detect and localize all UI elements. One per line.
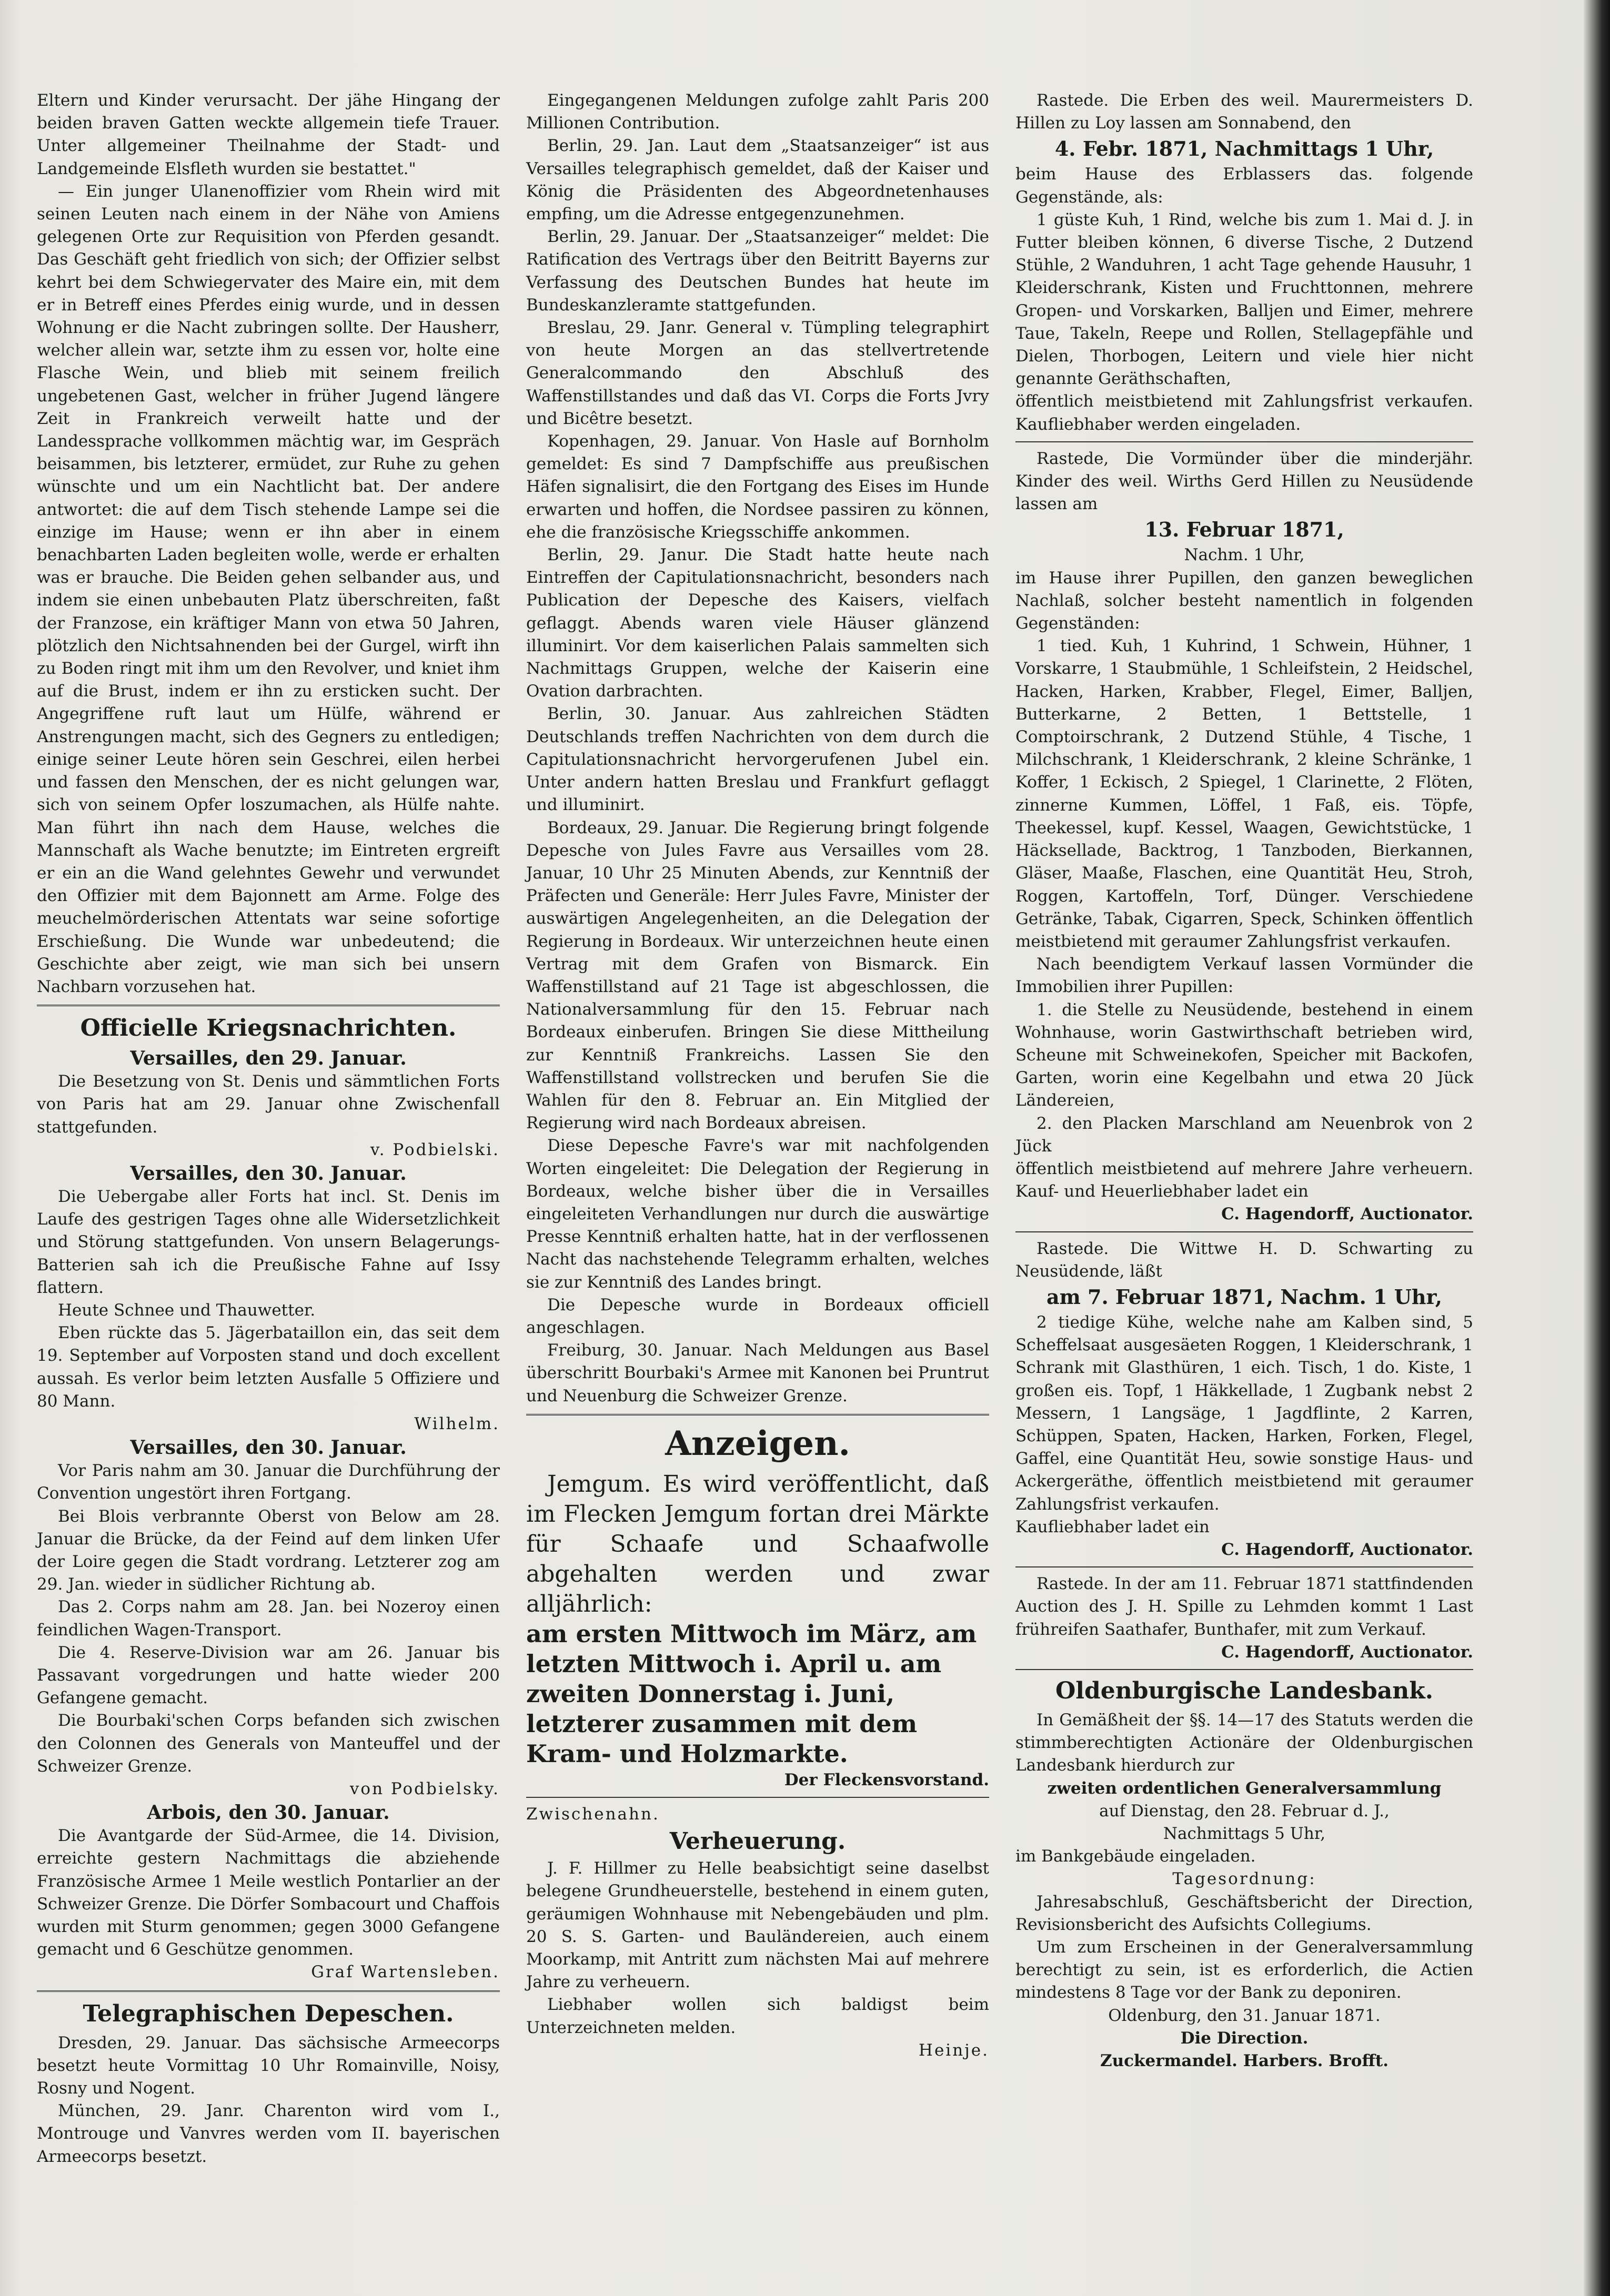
ad-item-list: 1 tied. Kuh, 1 Kuhrind, 1 Schwein, Hühner, 1 Vorskarre, 1 Staubmühle, 1 Schleifstein, 2 Heidschel, Hacken, Harken, Krabber, Flegel, Eimer, Balljen, Butterkarne, 2 Betten, 1 Bettstelle, 1 Comptoirschrank, 2 Dutzend Stühle, 4 Tische, 1 Milchschrank, 1 Kleiderschrank, 2 kleine Schränke, 1 Koffer, 1 Eckisch, 2 Spiegel, 1 Clarinette, 2 Flöten, zinnerne Kummen, Löffel, 1 Faß, eis. Töpfe, Theekessel, kupf. Kessel, Waagen, Gewichtstücke, 1 Häcksellade, Backtrog, 1 Tanzboden, Bierkannen, Gläser, Maaße, Flaschen, eine Quantität Heu, Stroh, Roggen, Kartoffeln, Torf, Dünger. Verschiedene Getränke, Tabak, Cigarren, Speck, Schinken öffentlich meistbietend mit geraumer Zahlungsfrist verkaufen. — [1015, 636, 1473, 951]
telegram-text: Freiburg, 30. Januar. Nach Meldungen aus Basel überschritt Bourbaki's Armee mit Kanonen bei Pruntrut und Neuenburg die Schweizer Grenze. — [526, 1341, 989, 1405]
ad-text: Rastede. Die Wittwe H. D. Schwarting zu Neusüdende, läßt — [1015, 1239, 1473, 1281]
divider — [526, 1797, 989, 1798]
divider — [1015, 1566, 1473, 1567]
ad-text: im Bankgebäude eingeladen. — [1015, 1847, 1256, 1866]
ad-text: im Hause ihrer Pupillen, den ganzen beweglichen Nachlaß, solcher besteht namentlich in folgenden Gegenständen: — [1015, 568, 1473, 633]
ad-text: 2. den Placken Marschland am Neuenbrok von 2 Jück — [1015, 1114, 1473, 1156]
divider — [1015, 1231, 1473, 1232]
ad-text: Nach beendigtem Verkauf lassen Vormünder die Immobilien ihrer Pupillen: — [1015, 955, 1473, 997]
divider — [1015, 441, 1473, 442]
divider — [37, 1990, 500, 1992]
ad-text: Um zum Erscheinen in der Generalversammlung berechtigt zu sein, ist es erforderlich, die Actien mindestens 8 Tage vor der Bank zu deponiren. — [1015, 1938, 1473, 2002]
ad-item-list: 2 tiedige Kühe, welche nahe am Kalben sind, 5 Scheffelsaat ausgesäeten Roggen, 1 Kleiderschrank, 1 Schrank mit Glasthüren, 1 eich. Tisch, 1 do. Kiste, 1 großen eis. Topf, 1 Häkkellade, 1 Zugbank nebst 2 Messern, 1 Langsäge, 1 Jagdflinte, 2 Karren, Schüppen, Spaten, Hacken, Harken, Forken, Flegel, Gaffel, eine Quantität Heu, sowie sonstige Haus- und Ackergeräthe, öffentlich meistbietend mit geraumer Zahlungsfrist verkaufen. — [1015, 1312, 1473, 1514]
ad-text: In Gemäßheit der §§. 14—17 des Statuts werden die stimmberechtigten Actionäre der Oldenburgischen Landesbank hierdurch zur — [1015, 1711, 1473, 1775]
ad-signature: C. Hagendorff, Auctionator. — [1221, 1642, 1473, 1662]
signature: Graf Wartensleben. — [311, 1963, 500, 1982]
section-heading: Telegraphischen Depeschen. — [83, 2000, 454, 2027]
ad-signature: C. Hagendorff, Auctionator. — [1221, 1205, 1473, 1224]
column-right — [1015, 89, 1473, 2072]
ad-signature: Die Direction. — [1180, 2028, 1309, 2048]
ad-date: 13. Februar 1871, — [1144, 518, 1344, 542]
ad-date: 4. Febr. 1871, Nachmittags 1 Uhr, — [1054, 137, 1434, 161]
divider — [37, 1005, 500, 1006]
ad-item-list: 1 güste Kuh, 1 Rind, welche bis zum 1. Mai d. J. in Futter bleiben können, 6 diverse Tische, 2 Dutzend Stühle, 2 Wanduhren, 1 acht Tage gehende Hausuhr, 1 Kleiderschrank, Kisten und Fruchttonnen, mehrere Gropen- und Vorskarken, Balljen und Eimer, mehrere Taue, Takeln, Reepe und Rollen, Stellagepfähle und Dielen, Thorbogen, Leitern und viele hier nicht genannte Geräthschaften, — [1015, 210, 1473, 389]
ad-text: beim Hause des Erblassers das. folgende Gegenstände, als: — [1015, 165, 1473, 207]
divider — [526, 1414, 989, 1415]
telegram-text: Diese Depesche Favre's war mit nachfolgenden Worten eingeleitet: Die Delegation der Regierung in Bordeaux, welche bisher über die in Versailles eingeleiteten Verhandlungen nur durch die auswärtige Presse Kenntniß erhalten hatte, hat in der verflossenen Nacht das nachstehende Telegramm erhalten, welches sie zur Kenntniß des Landes bringt. — [526, 1136, 989, 1292]
article-paragraph: Eltern und Kinder verursacht. Der jähe Hingang der beiden braven Gatten weckte allgemein tiefe Trauer. Unter allgemeiner Theilnahme der Stadt- und Landgemeinde Elsfleth wurden sie bestattet." — [37, 91, 500, 178]
ad-time: Nachmittags 5 Uhr, — [1163, 1824, 1326, 1844]
ad-text: öffentlich meistbietend auf mehrere Jahre verheuern. Kauf- und Heuerliebhaber ladet ein — [1015, 1159, 1473, 1201]
telegram-text: Berlin, 29. Jan. Laut dem „Staatsanzeiger“ ist aus Versailles telegraphisch gemeldet, daß der Kaiser und König die Präsidenten des Abgeordnetenhauses empfing, um die Adresse entgegenzunehmen. — [526, 136, 989, 224]
ad-text: Kaufliebhaber ladet ein — [1015, 1517, 1210, 1536]
telegram-text: Berlin, 30. Januar. Aus zahlreichen Städten Deutschlands treffen Nachrichten von dem durch die Capitulationsnachricht hervorgerufenen Jubel ein. Unter andern hatten Breslau und Frankfurt geflaggt und illuminirt. — [526, 704, 989, 815]
dateline: Versailles, den 30. Januar. — [130, 1162, 407, 1185]
dateline: Arbois, den 30. Januar. — [147, 1802, 390, 1824]
article-paragraph: — Ein junger Ulanenoffizier vom Rhein wird mit seinen Leuten nach einem in der Nähe von Amiens gelegenen Orte zur Requisition von Pferden gesandt. Das Geschäft geht friedlich von sich; der Offizier selbst kehrt bei dem Schwiegervater des Maire ein, mit dem er in Betreff eines Pferdes einig wurde, und in dessen Wohnung er die Nacht zubringen sollte. Der Hausherr, welcher allein war, setzte ihm zu essen vor, holte eine Flasche Wein, und blieb mit seinem freilich ungebetenen Gast, welcher in früher Jugend längere Zeit in Frankreich verweilt hatte und der Landessprache vollkommen mächtig war, im Gespräch beisammen, bis letzterer, ermüdet, zur Ruhe zu gehen wünschte und um ein Nachtlicht bat. Der andere antwortet: die auf dem Tisch stehende Lampe sei die einzige im Hause; wenn er ihn aber in einem benachbarten Laden begleiten wolle, werde er erhalten was er brauche. Die Beiden gehen selbander aus, und indem sie einen unbebauten Platz überschreiten, faßt der Franzose, ein kräftiger Mann von etwa 50 Jahren, plötzlich den Nichtsahnenden bei der Gurgel, wirft ihn zu Boden ringt mit ihm um den Revolver, und kniet ihm auf die Brust, indem er ihn zu ersticken sucht. Der Angegriffene ruft laut um Hülfe, während er Anstrengungen macht, sich des Gegners zu entledigen; einige seiner Leute hören sein Geschrei, eilen herbei und fassen den Menschen, der es nicht gelungen war, sich von seinem Opfer loszumachen, als Hülfe nahte. Man führt ihn nach dem Hause, welches die Mannschaft als Wache benutzte; im Eintreten ergreift er ein an die Wand gelehntes Gewehr und verwundet den Offizier mit dem Bajonnett am Arme. Folge des meuchelmörderischen Attentats war seine sofortige Erschießung. Die Wunde war unbedeutend; die Geschichte aber zeigt, wie man sich bei unsern Nachbarn vorzusehen hat. — [37, 181, 500, 996]
section-heading: Officielle Kriegsnachrichten. — [80, 1015, 457, 1042]
scan-edge-shadow — [1584, 0, 1610, 2296]
ad-heading: Oldenburgische Landesbank. — [1055, 1677, 1434, 1704]
telegram-text: Bordeaux, 29. Januar. Die Regierung bringt folgende Depesche von Jules Favre aus Versailles vom 28. Januar, 10 Uhr 25 Minuten Abends, zur Kenntniß der Präfecten und Generäle: Herr Jules Favre, Minister der auswärtigen Angelegenheiten, an die Delegation der Regierung in Bordeaux. Wir unterzeichnen heute einen Vertrag mit dem Grafen von Bismarck. Ein Waffenstillstand auf 21 Tage ist abgeschlossen, die Nationalversammlung für den 15. Februar nach Bordeaux einberufen. Bringen Sie diese Mittheilung zur Kenntniß Frankreichs. Lassen Sie den Waffenstillstand vollstrecken und berufen Sie die Wahlen für den 8. Februar an. Ein Mitglied der Regierung wird nach Bordeaux abreisen. — [526, 818, 989, 1133]
ad-highlight: zweiten ordentlichen Generalversammlung — [1047, 1778, 1442, 1798]
report-text: Die 4. Reserve-Division war am 26. Januar bis Passavant vorgedrungen und hatte wieder 200 Gefangene gemacht. — [37, 1643, 500, 1708]
ad-highlight: am ersten Mittwoch im März, am letzten Mittwoch i. April u. am zweiten Donnerstag i. Juni, letzterer zusammen mit dem Kram- und Holzmarkte. — [526, 1619, 977, 1768]
column-left — [37, 89, 500, 2168]
dateline: Versailles, den 29. Januar. — [130, 1047, 407, 1070]
telegram-text: München, 29. Janr. Charenton wird vom I., Montrouge und Vanvres werden vom II. bayerischen Armeecorps besetzt. — [37, 2101, 500, 2166]
ad-date: am 7. Februar 1871, Nachm. 1 Uhr, — [1046, 1284, 1443, 1309]
section-heading: Anzeigen. — [665, 1423, 850, 1463]
ad-date: auf Dienstag, den 28. Februar d. J., — [1099, 1801, 1390, 1820]
ad-text: öffentlich meistbietend mit Zahlungsfrist verkaufen. Kaufliebhaber werden eingeladen. — [1015, 392, 1473, 434]
report-text: Bei Blois verbrannte Oberst von Below am 28. Januar die Brücke, da der Feind auf dem linken Ufer der Loire gegen die Stadt vordrang. Letzterer zog am 29. Jan. wieder in südlicher Richtung ab. — [37, 1506, 500, 1594]
telegram-text: Dresden, 29. Januar. Das sächsische Armeecorps besetzt heute Vormittag 10 Uhr Romainville, Noisy, Rosny und Nogent. — [37, 2033, 500, 2098]
ad-signature: Zuckermandel. Harbers. Brofft. — [1100, 2051, 1388, 2071]
ad-heading: Verheuerung. — [669, 1828, 846, 1855]
report-text: Die Uebergabe aller Forts hat incl. St. Denis im Laufe des gestrigen Tages ohne alle Widersetzlichkeit und Störung stattgefunden. Von unsern Belagerungs-Batterien sah ich die Preußische Fahne auf Issy flattern. — [37, 1187, 500, 1297]
report-text: Das 2. Corps nahm am 28. Jan. bei Nozeroy einen feindlichen Wagen-Transport. — [37, 1597, 500, 1640]
ad-date: Oldenburg, den 31. Januar 1871. — [1108, 2006, 1381, 2025]
signature: von Podbielsky. — [349, 1779, 500, 1799]
ad-agenda-heading: Tagesordnung: — [1172, 1869, 1316, 1889]
signature: Wilhelm. — [414, 1414, 500, 1433]
ad-signature: C. Hagendorff, Auctionator. — [1221, 1540, 1473, 1559]
ad-text: Rastede. In der am 11. Februar 1871 stattfindenden Auction des J. H. Spille zu Lehmden kommt 1 Last frühreifen Saathafer, Bunthafer, mit zum Verkauf. — [1015, 1574, 1473, 1639]
ad-signature: Heinje. — [918, 2040, 989, 2060]
report-text: Vor Paris nahm am 30. Januar die Durchführung der Convention ungestört ihren Fortgang. — [37, 1461, 500, 1503]
ad-signature: Der Fleckensvorstand. — [784, 1770, 989, 1789]
ad-text: Rastede. Die Erben des weil. Maurermeisters D. Hillen zu Loy lassen am Sonnabend, den — [1015, 91, 1473, 133]
report-text: Die Bourbaki'schen Corps befanden sich zwischen den Colonnen des Generals von Manteuffel und der Schweizer Grenze. — [37, 1711, 500, 1776]
report-text: Heute Schnee und Thauwetter. — [58, 1300, 316, 1320]
report-text: Die Avantgarde der Süd-Armee, die 14. Division, erreichte gestern Nachmittags die abziehende Französische Armee 1 Meile westlich Pontarlier an der Schweizer Grenze. Die Dörfer Sombacourt und Chaffois wurden mit Sturm genommen; gegen 3000 Gefangene gemacht und 6 Geschütze genommen. — [37, 1826, 500, 1959]
ad-text: Liebhaber wollen sich baldigst beim Unterzeichneten melden. — [526, 1995, 989, 2037]
telegram-text: Die Depesche wurde in Bordeaux officiell angeschlagen. — [526, 1295, 989, 1337]
column-middle — [526, 89, 989, 2062]
divider — [1015, 1669, 1473, 1670]
dateline: Versailles, den 30. Januar. — [130, 1437, 407, 1459]
ad-time: Nachm. 1 Uhr, — [1184, 545, 1305, 565]
telegram-text: Breslau, 29. Janr. General v. Tümpling telegraphirt von heute Morgen an das stellvertretende Generalcommando den Abschluß des Waffenstillstandes und daß das VI. Corps die Forts Jvry und Bicêtre besetzt. — [526, 318, 989, 428]
telegram-text: Kopenhagen, 29. Januar. Von Hasle auf Bornholm gemeldet: Es sind 7 Dampfschiffe aus preußischen Häfen signalisirt, die den Fortgang des Eises im Hunde erwarten und hoffen, die Nordsee passiren zu können, ehe die französische Kriegsschiffe ankommen. — [526, 432, 989, 542]
report-text: Eben rückte das 5. Jägerbataillon ein, das seit dem 19. September auf Vorposten stand und doch excellent aussah. Es verlor beim letzten Ausfalle 5 Offiziere und 80 Mann. — [37, 1323, 500, 1411]
telegram-text: Berlin, 29. Janur. Die Stadt hatte heute nach Eintreffen der Capitulationsnachricht, besonders nach Publication der Depesche des Kaisers, vielfach geflaggt. Abends waren viele Häuser glänzend illuminirt. Vor dem kaiserlichen Palais sammelten sich Nachmittags Gruppen, welche der Kaiserin eine Ovation darbrachten. — [526, 545, 989, 701]
ad-text: Jemgum. Es wird veröffentlicht, daß im Flecken Jemgum fortan drei Märkte für Schaafe und Schaafwolle abgehalten werden und zwar alljährlich: — [526, 1470, 989, 1617]
telegram-text: Eingegangenen Meldungen zufolge zahlt Paris 200 Millionen Contribution. — [526, 91, 989, 133]
telegram-text: Berlin, 29. Januar. Der „Staatsanzeiger“ meldet: Die Ratification des Vertrags über den Beitritt Bayerns zur Verfassung des Deutschen Bundes hat heute im Bundeskanzleramte stattgefunden. — [526, 227, 989, 315]
report-text: Die Besetzung von St. Denis und sämmtlichen Forts von Paris hat am 29. Januar ohne Zwischenfall stattgefunden. — [37, 1072, 500, 1137]
ad-text: J. F. Hillmer zu Helle beabsichtigt seine daselbst belegene Grundheuerstelle, bestehend in einem guten, geräumigen Wohnhause mit Nebengebäuden und plm. 20 S. S. Garten- und Bauländereien, auch einem Moorkamp, mit Antritt zum nächsten Mai auf mehrere Jahre zu verheuern. — [526, 1859, 989, 1992]
ad-place: Zwischenahn. — [526, 1804, 660, 1824]
ad-text: Rastede, Die Vormünder über die minderjähr. Kinder des weil. Wirths Gerd Hillen zu Neusüdende lassen am — [1015, 449, 1473, 514]
ad-text: 1. die Stelle zu Neusüdende, bestehend in einem Wohnhause, worin Gastwirthschaft betrieben wird, Scheune mit Schweinekofen, Speicher mit Backofen, Garten, worin eine Kegelbahn und etwa 20 Jück Ländereien, — [1015, 1000, 1473, 1110]
signature: v. Podbielski. — [370, 1140, 500, 1159]
ad-text: Jahresabschluß, Geschäftsbericht der Direction, Revisionsbericht des Aufsichts Collegiums. — [1015, 1892, 1473, 1934]
